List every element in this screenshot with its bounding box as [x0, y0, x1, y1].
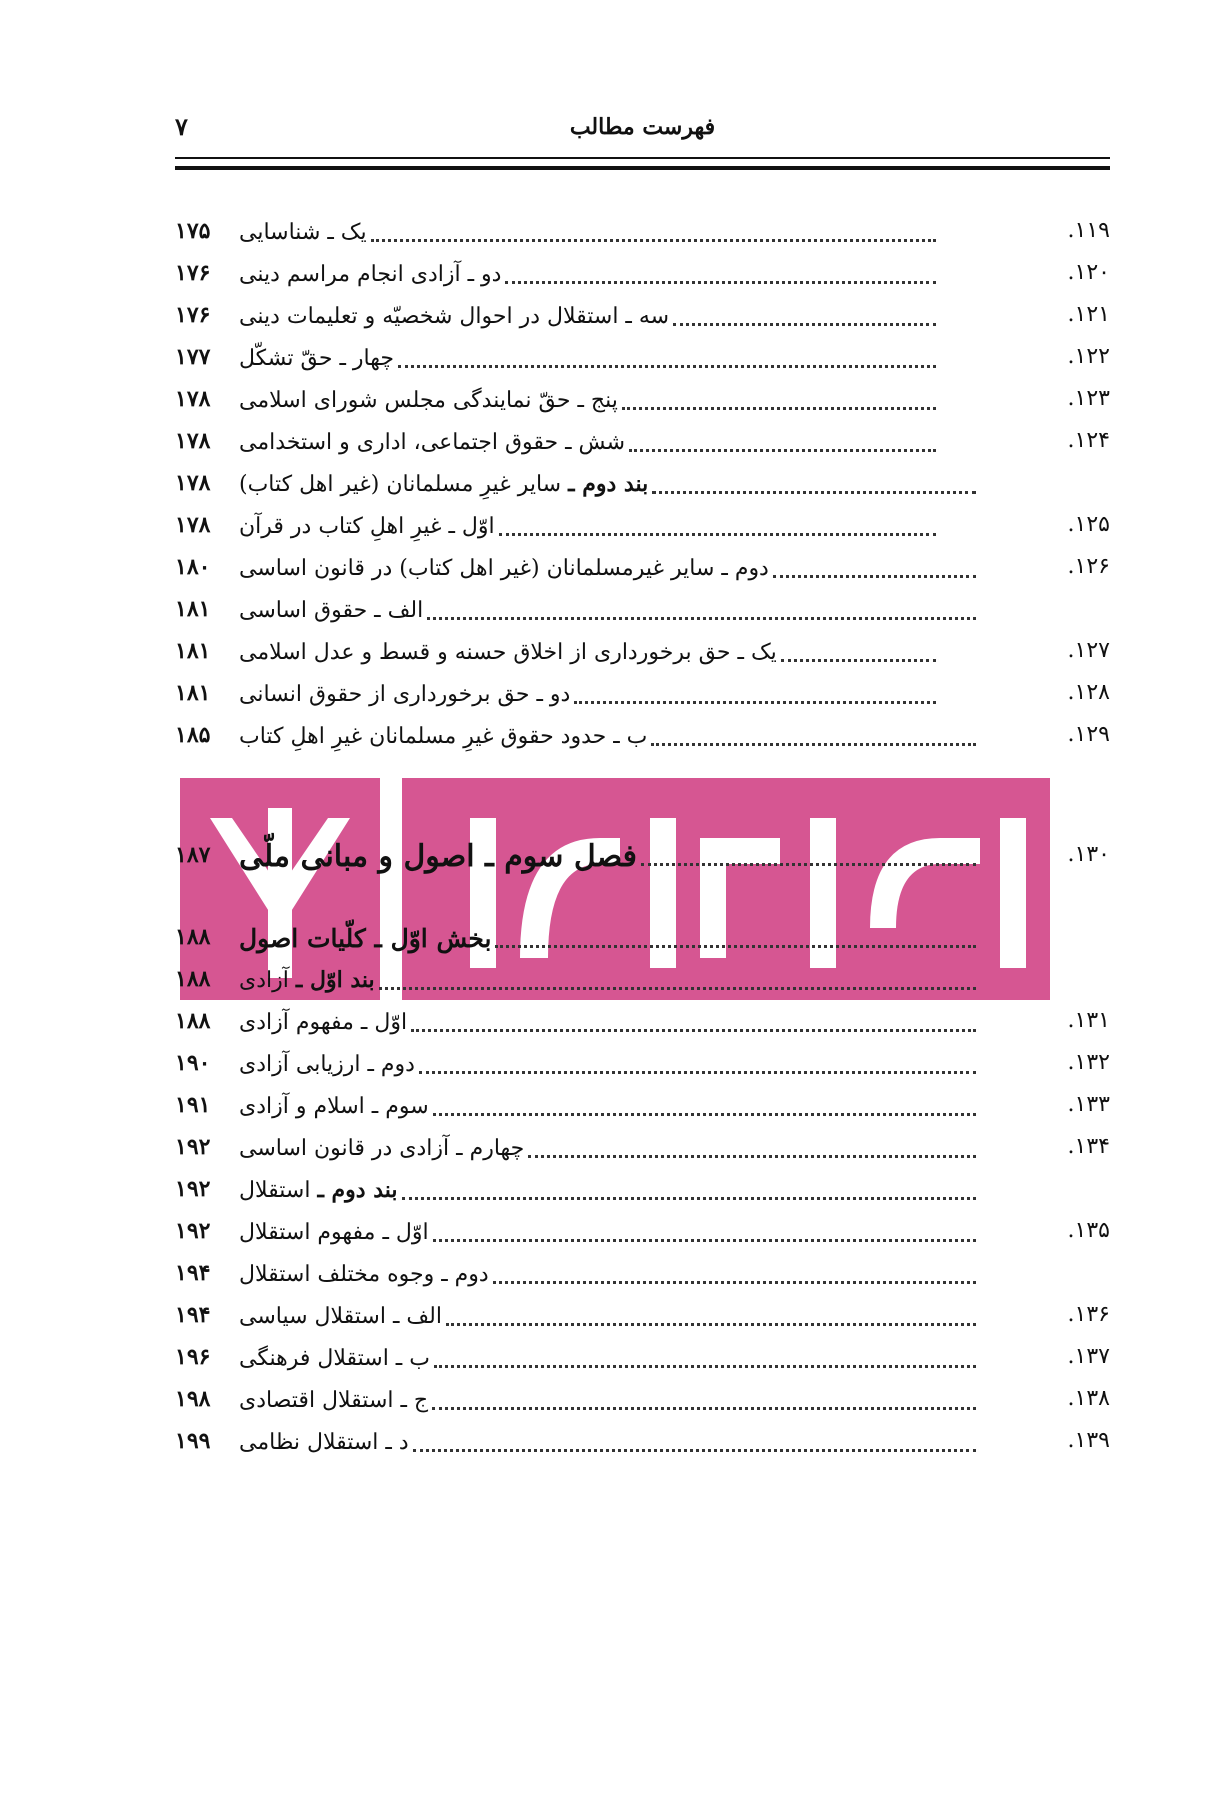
entry-text: سایر غیرِ مسلمانان (غیر اهل کتاب) — [239, 472, 562, 497]
entry-page: ۱۸۱ — [175, 638, 211, 664]
entry-number: ۱۳۴. — [1067, 1134, 1110, 1159]
leader-dots — [495, 945, 976, 948]
leader-dots — [622, 407, 936, 410]
entry-title — [235, 430, 625, 455]
leader-dots — [419, 1071, 976, 1074]
entry-page: ۱۹۲ — [175, 1218, 211, 1244]
toc-entry — [175, 338, 1110, 378]
toc-entry — [175, 590, 1110, 630]
leader-dots — [413, 1449, 976, 1452]
entry-body — [235, 464, 980, 504]
entry-number: ۱۳۵. — [1067, 1218, 1110, 1243]
entry-body — [235, 212, 940, 252]
toc-entry — [175, 716, 1110, 756]
entry-text: یک ـ حق برخورداری از اخلاق حسنه و قسط و عدل اسلامی — [239, 639, 777, 665]
entry-page: ۱۸۷ — [175, 842, 211, 868]
leader-dots — [574, 701, 936, 704]
entry-text: دوم ـ سایر غیرمسلمانان (غیر اهل کتاب) در قانون اساسی — [239, 555, 769, 581]
leader-dots — [528, 1155, 976, 1158]
entry-number: ۱۲۰. — [1067, 260, 1110, 285]
leader-dots — [629, 449, 936, 452]
entry-page: ۱۹۲ — [175, 1134, 211, 1160]
entry-number: ۱۳۹. — [1067, 1428, 1110, 1453]
entry-page: ۱۸۵ — [175, 722, 211, 748]
entry-number: ۱۲۶. — [1067, 554, 1110, 579]
toc-entry — [175, 674, 1110, 714]
entry-body — [235, 1128, 980, 1168]
leader-dots — [505, 281, 936, 284]
entry-lead: بند دوم ـ — [317, 1177, 398, 1203]
toc-entry — [175, 212, 1110, 252]
toc-entry — [175, 1002, 1110, 1042]
entry-text: ب ـ حدود حقوق غیرِ مسلمانان غیرِ اهلِ کتاب — [239, 723, 648, 749]
entry-text: الف ـ حقوق اساسی — [239, 597, 424, 623]
entry-body — [235, 338, 940, 378]
toc-entry — [175, 632, 1110, 672]
leader-dots — [402, 1197, 976, 1200]
entry-title — [235, 471, 648, 497]
entry-text: دوم ـ وجوه مختلف استقلال — [239, 1261, 489, 1287]
entry-page: ۱۸۸ — [175, 924, 211, 950]
toc-entry — [175, 1212, 1110, 1252]
entry-body — [235, 918, 980, 958]
entry-title — [235, 1430, 409, 1455]
entry-page: ۱۸۱ — [175, 680, 211, 706]
entry-body — [235, 1002, 980, 1042]
entry-page: ۱۹۰ — [175, 1050, 211, 1076]
leader-dots — [433, 1113, 976, 1116]
leader-dots — [434, 1365, 976, 1368]
entry-page: ۱۹۱ — [175, 1092, 211, 1118]
entry-title — [235, 1388, 428, 1413]
toc-entry — [175, 960, 1110, 1000]
toc-entry — [175, 1086, 1110, 1126]
entry-number: ۱۳۲. — [1067, 1050, 1110, 1075]
entry-page: ۱۷۵ — [175, 218, 211, 244]
entry-title — [235, 1136, 524, 1161]
leader-dots — [432, 1407, 976, 1410]
toc-entry — [175, 1128, 1110, 1168]
page-number: ۷ — [175, 112, 188, 141]
toc-entry — [175, 1254, 1110, 1294]
entry-page: ۱۷۶ — [175, 260, 211, 286]
entry-title — [235, 346, 394, 371]
entry-body — [235, 422, 940, 462]
entry-title — [235, 1220, 429, 1245]
leader-dots — [673, 323, 936, 326]
toc-entry — [175, 254, 1110, 294]
leader-dots — [652, 491, 976, 494]
toc-entry — [175, 1170, 1110, 1210]
entry-body — [235, 632, 940, 672]
entry-title — [235, 1262, 489, 1287]
entry-page: ۱۷۸ — [175, 512, 211, 538]
entry-text: الف ـ استقلال سیاسی — [239, 1303, 442, 1329]
toc-entry — [175, 1338, 1110, 1378]
entry-number: ۱۲۹. — [1067, 722, 1110, 747]
toc-entry — [175, 548, 1110, 588]
entry-page: ۱۹۹ — [175, 1428, 211, 1454]
entry-text: پنج ـ حقّ نمایندگی مجلس شورای اسلامی — [239, 387, 618, 413]
entry-number: ۱۳۰. — [1067, 842, 1110, 867]
entry-body — [235, 1170, 980, 1210]
entry-number: ۱۲۴. — [1067, 428, 1110, 453]
entry-page: ۱۹۴ — [175, 1302, 211, 1328]
entry-body — [235, 1338, 980, 1378]
entry-title — [235, 724, 647, 749]
entry-title — [235, 556, 769, 581]
entry-title — [235, 1304, 442, 1329]
entry-page: ۱۸۱ — [175, 596, 211, 622]
leader-dots — [371, 239, 936, 242]
leader-dots — [773, 575, 976, 578]
entry-page: ۱۷۶ — [175, 302, 211, 328]
entry-page: ۱۸۸ — [175, 966, 211, 992]
entry-number: ۱۲۸. — [1067, 680, 1110, 705]
entry-body — [235, 254, 940, 294]
entry-title — [235, 304, 669, 329]
entry-number: ۱۲۷. — [1067, 638, 1110, 663]
toc-entry — [175, 1422, 1110, 1462]
leader-dots — [411, 1029, 976, 1032]
leader-dots — [398, 365, 936, 368]
toc-entry — [175, 464, 1110, 504]
entry-text: د ـ استقلال نظامی — [239, 1429, 409, 1455]
entry-body — [235, 590, 980, 630]
entry-title — [235, 1177, 398, 1203]
entry-title — [235, 1052, 415, 1077]
entry-title — [235, 598, 423, 623]
entry-body — [235, 674, 940, 714]
entry-title — [235, 514, 495, 539]
entry-title — [235, 1346, 430, 1371]
leader-dots — [379, 987, 976, 990]
entry-text: اوّل ـ مفهوم آزادی — [239, 1009, 408, 1035]
entry-body — [235, 380, 940, 420]
entry-text: دو ـ آزادی انجام مراسم دینی — [239, 261, 502, 287]
toc-entry — [175, 918, 1110, 958]
leader-dots — [493, 1281, 976, 1284]
entry-title — [235, 839, 637, 874]
entry-page: ۱۹۴ — [175, 1260, 211, 1286]
entry-text: استقلال — [239, 1178, 311, 1203]
entry-text: یک ـ شناسایی — [239, 219, 367, 245]
entry-lead: بند دوم ـ — [568, 471, 649, 497]
entry-page: ۱۷۸ — [175, 428, 211, 454]
leader-dots — [651, 743, 976, 746]
entry-page: ۱۷۷ — [175, 344, 211, 370]
entry-text: دوم ـ ارزیابی آزادی — [239, 1051, 415, 1077]
entry-body — [235, 1044, 980, 1084]
entry-number: ۱۳۶. — [1067, 1302, 1110, 1327]
entry-title — [235, 262, 501, 287]
entry-title — [235, 388, 618, 413]
entry-page: ۱۷۸ — [175, 470, 211, 496]
entry-body — [235, 1212, 980, 1252]
entry-text: سه ـ استقلال در احوال شخصیّه و تعلیمات دینی — [239, 303, 670, 329]
entry-body — [235, 1380, 980, 1420]
entry-text: دو ـ حق برخورداری از حقوق انسانی — [239, 681, 571, 707]
entry-text: ب ـ استقلال فرهنگی — [239, 1345, 430, 1371]
entry-page: ۱۹۶ — [175, 1344, 211, 1370]
leader-dots — [427, 617, 976, 620]
entry-body — [235, 716, 980, 756]
toc-entry — [175, 422, 1110, 462]
entry-text: شش ـ حقوق اجتماعی، اداری و استخدامی — [239, 429, 626, 455]
entry-body — [235, 1422, 980, 1462]
entry-page: ۱۹۸ — [175, 1386, 211, 1412]
entry-page: ۱۹۲ — [175, 1176, 211, 1202]
entry-page: ۱۸۰ — [175, 554, 211, 580]
entry-text: چهار ـ حقّ تشکّل — [239, 345, 394, 371]
entry-page: ۱۷۸ — [175, 386, 211, 412]
entry-text: اوّل ـ غیرِ اهلِ کتاب در قرآن — [239, 513, 495, 539]
entry-title — [235, 1094, 429, 1119]
entry-text: سوم ـ اسلام و آزادی — [239, 1093, 429, 1119]
entry-number: ۱۲۵. — [1067, 512, 1110, 537]
entry-body — [235, 960, 980, 1000]
entry-number: ۱۳۱. — [1067, 1008, 1110, 1033]
entry-body — [235, 1296, 980, 1336]
entry-body — [235, 506, 940, 546]
toc-entry — [175, 506, 1110, 546]
leader-dots — [641, 863, 976, 866]
entry-text: آزادی — [239, 968, 289, 993]
leader-dots — [446, 1323, 976, 1326]
page-title: فهرست مطالب — [569, 114, 716, 140]
toc-entry — [175, 836, 1110, 876]
entry-number: ۱۳۳. — [1067, 1092, 1110, 1117]
entry-body — [235, 548, 980, 588]
entry-title — [235, 220, 367, 245]
entry-body — [235, 1086, 980, 1126]
entry-title — [235, 967, 375, 993]
entry-text: ج ـ استقلال اقتصادی — [239, 1387, 429, 1413]
entry-number: ۱۲۱. — [1067, 302, 1110, 327]
entry-title — [235, 640, 777, 665]
entry-text: چهارم ـ آزادی در قانون اساسی — [239, 1135, 525, 1161]
entry-page: ۱۸۸ — [175, 1008, 211, 1034]
entry-number: ۱۲۳. — [1067, 386, 1110, 411]
entry-text: اوّل ـ مفهوم استقلال — [239, 1219, 429, 1245]
toc-entry — [175, 380, 1110, 420]
leader-dots — [781, 659, 936, 662]
entry-number: ۱۳۸. — [1067, 1386, 1110, 1411]
entry-number: ۱۳۷. — [1067, 1344, 1110, 1369]
toc-entry — [175, 296, 1110, 336]
entry-body — [235, 836, 980, 876]
entry-title — [235, 924, 491, 953]
toc-entry — [175, 1296, 1110, 1336]
entry-title — [235, 1010, 407, 1035]
leader-dots — [433, 1239, 976, 1242]
leader-dots — [499, 533, 936, 536]
toc-entry — [175, 1044, 1110, 1084]
entry-text: بخش اوّل ـ کلّیات اصول — [239, 923, 492, 953]
toc-entry — [175, 1380, 1110, 1420]
entry-body — [235, 296, 940, 336]
entry-title — [235, 682, 570, 707]
entry-lead: بند اوّل ـ — [295, 967, 375, 993]
entry-body — [235, 1254, 980, 1294]
entry-text: فصل سوم ـ اصول و مبانی ملّی — [239, 838, 637, 874]
entry-number: ۱۲۲. — [1067, 344, 1110, 369]
entry-number: ۱۱۹. — [1067, 218, 1110, 243]
